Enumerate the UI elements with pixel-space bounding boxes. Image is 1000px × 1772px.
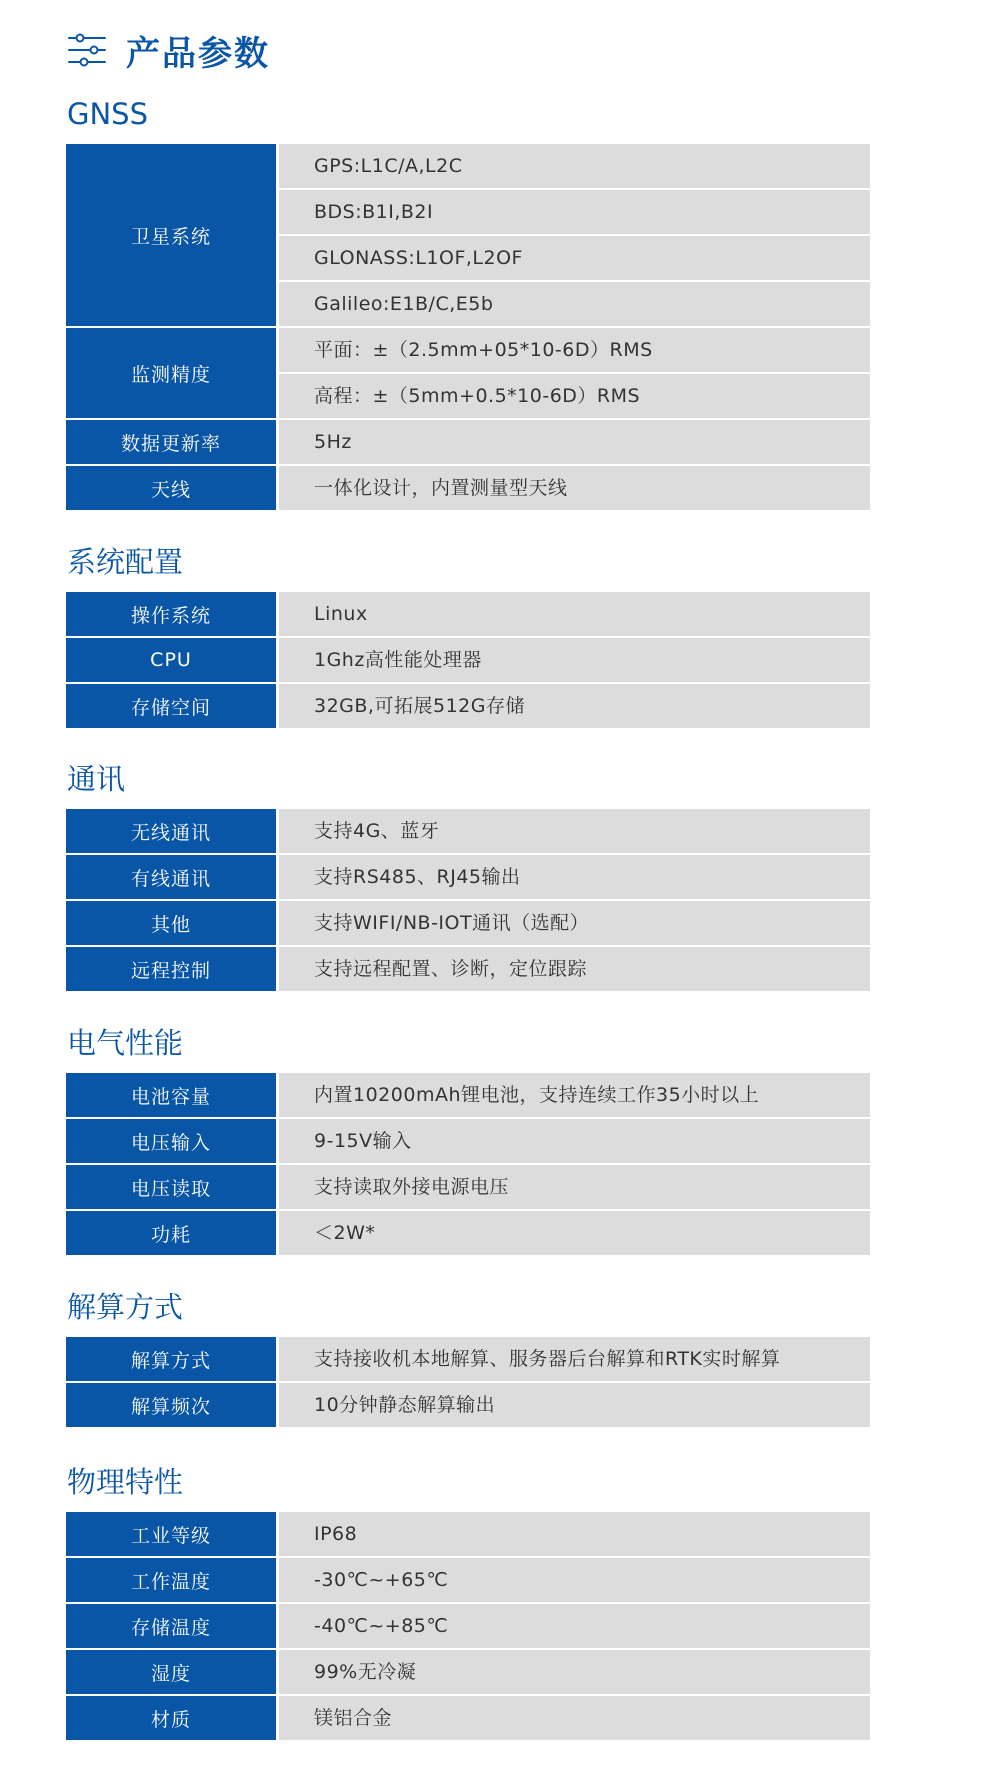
spec-label: 存储空间 — [66, 684, 276, 728]
spec-values — [279, 466, 870, 510]
spec-label: 工业等级 — [66, 1512, 276, 1556]
spec-group-solution-mode — [66, 1337, 870, 1381]
spec-table — [66, 144, 870, 510]
spec-value: 支持RS485、RJ45输出 — [279, 855, 870, 899]
section-communication — [66, 757, 870, 993]
spec-values — [279, 1650, 870, 1694]
spec-label: 天线 — [66, 466, 276, 510]
spec-values — [279, 638, 870, 682]
spec-group-accuracy — [66, 328, 870, 418]
spec-group-satellite-system — [66, 144, 870, 326]
spec-value: Linux — [279, 592, 870, 636]
spec-value: 支持接收机本地解算、服务器后台解算和RTK实时解算 — [279, 1337, 870, 1381]
spec-values — [279, 1383, 870, 1427]
spec-value: 1Ghz高性能处理器 — [279, 638, 870, 682]
spec-label: 存储温度 — [66, 1604, 276, 1648]
section-title: 通讯 — [67, 762, 126, 796]
spec-value: 9-15V输入 — [279, 1119, 870, 1163]
spec-value: 支持WIFI/NB-IOT通讯（选配） — [279, 901, 870, 945]
spec-group-cpu — [66, 638, 870, 682]
spec-label: 工作温度 — [66, 1558, 276, 1602]
spec-values — [279, 684, 870, 728]
spec-group-storage — [66, 684, 870, 728]
spec-value: -40℃~+85℃ — [279, 1604, 870, 1648]
spec-table — [66, 1337, 870, 1427]
page-header — [68, 28, 270, 72]
spec-value: 支持远程配置、诊断，定位跟踪 — [279, 947, 870, 991]
spec-group-battery — [66, 1073, 870, 1117]
spec-values — [279, 1119, 870, 1163]
spec-group-ip-rating — [66, 1512, 870, 1556]
section-title: 电气性能 — [67, 1026, 184, 1060]
spec-label: 数据更新率 — [66, 420, 276, 464]
filter-settings-icon — [68, 32, 106, 68]
spec-values — [279, 592, 870, 636]
section-title: 解算方式 — [67, 1290, 184, 1324]
spec-table — [66, 592, 870, 728]
spec-group-remote-control — [66, 947, 870, 991]
page-title: 产品参数 — [126, 33, 270, 74]
spec-group-voltage-read — [66, 1165, 870, 1209]
section-title: 物理特性 — [67, 1465, 184, 1499]
spec-group-os — [66, 592, 870, 636]
section-title: GNSS — [67, 97, 148, 131]
spec-group-antenna — [66, 466, 870, 510]
spec-values — [279, 809, 870, 853]
spec-value: -30℃~+65℃ — [279, 1558, 870, 1602]
spec-values — [279, 1604, 870, 1648]
spec-label: 无线通讯 — [66, 809, 276, 853]
spec-label: 湿度 — [66, 1650, 276, 1694]
spec-group-solution-frequency — [66, 1383, 870, 1427]
spec-label: 解算方式 — [66, 1337, 276, 1381]
spec-label: 操作系统 — [66, 592, 276, 636]
spec-value: IP68 — [279, 1512, 870, 1556]
spec-label: 解算频次 — [66, 1383, 276, 1427]
spec-value: Galileo:E1B/C,E5b — [279, 282, 870, 326]
section-physical — [66, 1460, 870, 1742]
spec-group-operating-temp — [66, 1558, 870, 1602]
spec-value: GLONASS:L1OF,L2OF — [279, 236, 870, 280]
spec-values — [279, 1165, 870, 1209]
spec-values — [279, 1558, 870, 1602]
spec-table — [66, 809, 870, 991]
spec-value: 5Hz — [279, 420, 870, 464]
spec-values — [279, 1337, 870, 1381]
spec-values — [279, 1073, 870, 1117]
spec-label: 监测精度 — [66, 328, 276, 418]
spec-group-other — [66, 901, 870, 945]
spec-label: 材质 — [66, 1696, 276, 1740]
spec-value: BDS:B1I,B2I — [279, 190, 870, 234]
spec-values — [279, 420, 870, 464]
spec-table — [66, 1512, 870, 1740]
spec-value: 10分钟静态解算输出 — [279, 1383, 870, 1427]
spec-value: 32GB,可拓展512G存储 — [279, 684, 870, 728]
spec-value: 高程：±（5mm+0.5*10-6D）RMS — [279, 374, 870, 418]
spec-group-update-rate — [66, 420, 870, 464]
section-title: 系统配置 — [67, 545, 184, 579]
spec-value: 镁铝合金 — [279, 1696, 870, 1740]
spec-label: 其他 — [66, 901, 276, 945]
spec-values — [279, 1211, 870, 1255]
spec-value: 内置10200mAh锂电池，支持连续工作35小时以上 — [279, 1073, 870, 1117]
spec-value: 支持读取外接电源电压 — [279, 1165, 870, 1209]
spec-group-power — [66, 1211, 870, 1255]
spec-label: CPU — [66, 638, 276, 682]
spec-label: 卫星系统 — [66, 144, 276, 326]
spec-group-wireless — [66, 809, 870, 853]
section-electrical — [66, 1021, 870, 1257]
spec-group-storage-temp — [66, 1604, 870, 1648]
spec-group-material — [66, 1696, 870, 1740]
section-system-config — [66, 540, 870, 730]
spec-table — [66, 1073, 870, 1255]
spec-label: 有线通讯 — [66, 855, 276, 899]
spec-group-voltage-input — [66, 1119, 870, 1163]
section-gnss — [66, 92, 870, 512]
spec-values — [279, 328, 870, 418]
spec-values — [279, 1512, 870, 1556]
spec-value: 平面：±（2.5mm+05*10-6D）RMS — [279, 328, 870, 372]
spec-value: 支持4G、蓝牙 — [279, 809, 870, 853]
section-solution — [66, 1285, 870, 1429]
spec-value: GPS:L1C/A,L2C — [279, 144, 870, 188]
spec-values — [279, 144, 870, 326]
spec-label: 远程控制 — [66, 947, 276, 991]
spec-label: 电池容量 — [66, 1073, 276, 1117]
spec-label: 功耗 — [66, 1211, 276, 1255]
spec-value: ＜2W* — [279, 1211, 870, 1255]
spec-label: 电压输入 — [66, 1119, 276, 1163]
spec-label: 电压读取 — [66, 1165, 276, 1209]
spec-values — [279, 1696, 870, 1740]
spec-value: 一体化设计，内置测量型天线 — [279, 466, 870, 510]
spec-values — [279, 901, 870, 945]
spec-values — [279, 855, 870, 899]
spec-values — [279, 947, 870, 991]
spec-group-humidity — [66, 1650, 870, 1694]
spec-group-wired — [66, 855, 870, 899]
spec-value: 99%无冷凝 — [279, 1650, 870, 1694]
